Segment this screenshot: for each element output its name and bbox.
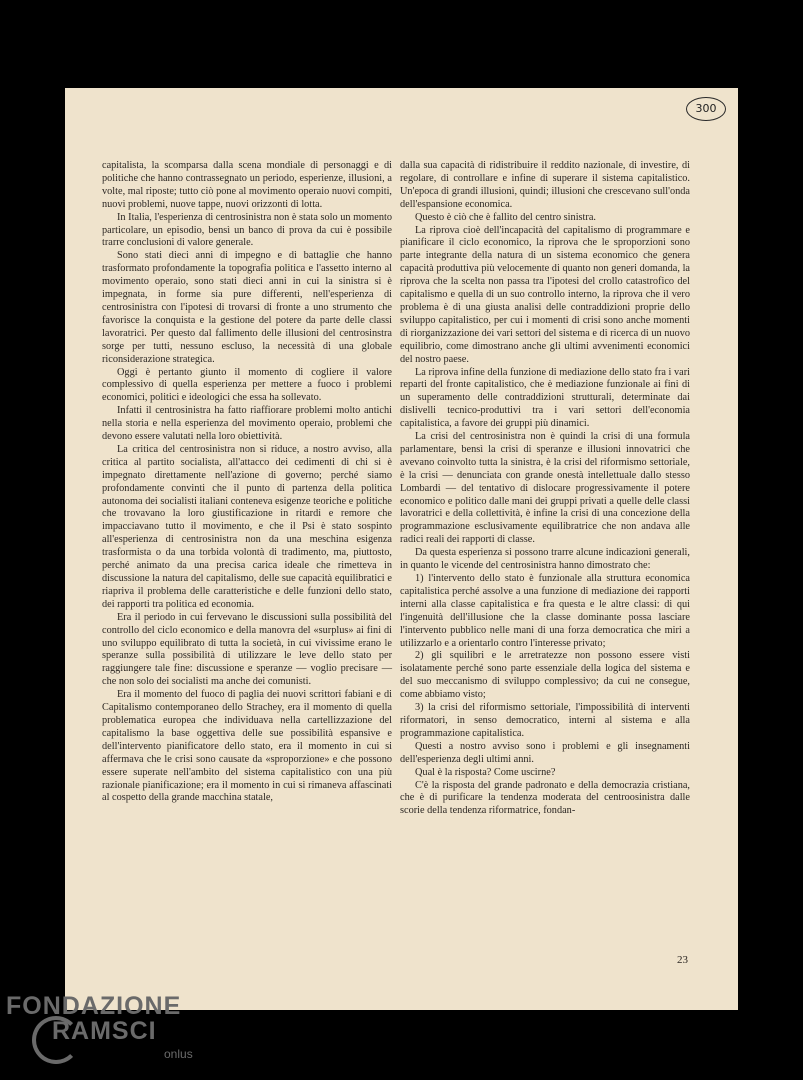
page-number: 23 — [677, 954, 688, 966]
paragraph: 1) l'intervento dello stato è funzionale alla struttura economica capitalistica perché assolve a una funzione di mediazione dei rapporti interni alla classe capitalistica e fra questa e le altre classi: di qui l'ingenuità dell'illusione che la classe dominante possa lasciare l'intervento pubblico nelle mani di una forza democratica che miri a utilizzarlo e a orientarlo contro l'interesse privato; — [400, 573, 690, 649]
paragraph: Sono stati dieci anni di impegno e di battaglie che hanno trasformato profondamente la topografia politica e l'assetto interno al movimento operaio, sono stati dieci anni in cui la sinistra si è impegnata, in forme sia pure differenti, nell'esperienza di centrosinistra con l'ipotesi di trovarsi di fronte a uno strumento che favorisce la conquista e la gestione del potere da parte delle classi lavoratrici. Per questo dal fallimento delle illusioni del centrosinstra sorge per tutti, nessuno escluso, la necessità di una globale riconsiderazione strategica. — [102, 250, 392, 365]
paragraph: capitalista, la scomparsa dalla scena mondiale di personaggi e di politiche che hanno contrassegnato un periodo, esperienze, illusioni, a volte, mal riposte; tutto ciò pone al movimento operaio nuovi compiti, nuovi problemi, nuove tappe, nuovi orizzonti di lotta. — [102, 160, 392, 210]
paragraph: dalla sua capacità di ridistribuire il reddito nazionale, di investire, di regolare, di controllare e infine di superare il sistema capitalistico. Un'epoca di grandi illusioni, quindi; illusioni che crescevano sull'onda dell'espansione economica. — [400, 160, 690, 210]
document-page — [65, 88, 738, 1010]
paragraph: 3) la crisi del riformismo settoriale, l'impossibilità di interventi riformatori, in senso democratico, interni al sistema e alla programmazione capitalistica. — [400, 702, 690, 739]
paragraph: Infatti il centrosinistra ha fatto riaffiorare problemi molto antichi nella storia e nella esperienza del movimento operaio, problemi che devono essere valutati nella loro obiettività. — [102, 405, 392, 443]
right-column — [400, 160, 690, 818]
left-column — [102, 160, 392, 805]
paragraph: Era il periodo in cui fervevano le discussioni sulla possibilità del controllo del ciclo economico e della manovra del «surplus» ai fini di uno sviluppo equilibrato di tutta la società, in cui vivissime erano le speranze sulla possibilità di utilizzare le leve dello stato per raggiungere tale fine: discussione e speranze — voglio precisare — che non solo dei socialisti ma anche dei comunisti. — [102, 611, 392, 688]
paragraph: La crisi del centrosinistra non è quindi la crisi di una formula parlamentare, bensì la crisi di speranze e illusioni innovatrici che avevano coinvolto tutta la sinistra, è la crisi del riformismo settoriale, è la crisi — denunciata con grande onestà intellettuale dallo stesso Lombardi — del tentativo di dislocare progressivamente il potere economico e politico dalle mani dei gruppi privati a quelle delle classi lavoratrici e della collettività, è infine la crisi di una concezione della programmazione esclusivamente equilibratrice che non andava alle radici reali dei rapporti di classe. — [400, 431, 690, 546]
paragraph: Da questa esperienza si possono trarre alcune indicazioni generali, in quanto le vicende del centrosinistra hanno dimostrato che: — [400, 547, 690, 572]
paragraph: Qual è la risposta? Come uscirne? — [415, 766, 556, 778]
paragraph: C'è la risposta del grande padronato e della democrazia cristiana, che è di purificare la tendenza moderata del centroosinistra dalle scorie della tendenza riformatrice, fondan- — [400, 779, 690, 817]
paragraph: Questi a nostro avviso sono i problemi e gli insegnamenti dell'esperienza degli ultimi anni. — [400, 740, 690, 765]
logo-line-2: RAMSCI — [52, 1017, 157, 1045]
paragraph: In Italia, l'esperienza di centrosinistra non è stata solo un momento particolare, un episodio, bensì un banco di prova da cui è possibile trarre conclusioni di valore generale. — [102, 211, 392, 249]
fondazione-gramsci-logo — [6, 992, 206, 1072]
logo-line-1: FONDAZIONE — [6, 992, 182, 1020]
paragraph: La riprova infine della funzione di mediazione dello stato fra i vari reparti del fronte capitalistico, che è mediazione funzionale ai fini di un superamento delle contraddizioni strutturali, determinate dai dislivelli tecnico-produttivi tra i vari settori dell'economia capitalistica, a favore dei gruppi più dinamici. — [400, 366, 690, 430]
paragraph: Era il momento del fuoco di paglia dei nuovi scrittori fabiani e di Capitalismo contemporaneo dello Strachey, era il momento di quella problematica europea che individuava nella cartellizzazione del capitalismo la base oggettiva delle sue possibilità espansive e dell'intervento pianificatore dello stato, era il momento in cui si affermava che le crisi sono causate da «sproporzione» e che possono essere superate nell'ambito del sistema capitalistico con una più razionale pianificazione; era il momento in cui si rimaneva affascinati al cospetto della grande macchina statale, — [102, 689, 392, 804]
paragraph: La critica del centrosinistra non si riduce, a nostro avviso, alla critica al partito socialista, all'attacco dei cedimenti di chi si è impegnato direttamente nell'azione di governo; perché siamo profondamente convinti che il punto di partenza della politica autonoma dei socialisti italiani conteneva esigenze teoriche e politiche che trovavano la loro giustificazione in ritardi e remore che impacciavano tutto il movimento, e che il Psi è stato sospinto all'esperienza di centrosinistra non da una meschina esigenza trasformista o da una torbida volontà di tradimento, ma, piuttosto, perché animato da una precisa carica ideale che rimetteva in discussione la natura del capitalismo, delle sue capacità equilibratici e riapriva il problema delle caratteristiche e delle funzioni dello stato, dei rapporti tra politica ed economia. — [102, 443, 392, 610]
logo-line-3: onlus — [164, 1047, 193, 1061]
paragraph: 2) gli squilibri e le arretratezze non possono essere visti isolatamente perché sono parte essenziale della logica del sistema e del suo meccanismo di sviluppo complessivo; da cui ne consegue, come abbiamo visto; — [400, 650, 690, 701]
paragraph: Questo è ciò che è fallito del centro sinistra. — [415, 211, 596, 223]
archive-stamp: 300 — [686, 97, 726, 121]
paragraph: Oggi è pertanto giunto il momento di cogliere il valore complessivo di quella esperienza per mettere a fuoco i problemi economici, politici e ideologici che essa ha sollevato. — [102, 366, 392, 404]
paragraph: La riprova cioè dell'incapacità del capitalismo di programmare e pianificare il ciclo economico, la riprova che le sproporzioni sono parte integrante della natura di un sistema economico che genera capacità produttiva più velocemente di quanto non generi domanda, la riprova che la scelta non passa tra l'ipotesi del crollo catastrofico del capitalismo e quella di un suo controllo interno, la riprova che il vero problema è di una giusta analisi delle contraddizioni proprie dello sviluppo capitalistico, per cui i momenti di crisi sono anche momenti di riorganizzazione dei vari settori del sistema e di ricerca di un nuovo equilibrio, come dimostrano anche gli ultimi avvenimenti economici del nostro paese. — [400, 224, 690, 365]
